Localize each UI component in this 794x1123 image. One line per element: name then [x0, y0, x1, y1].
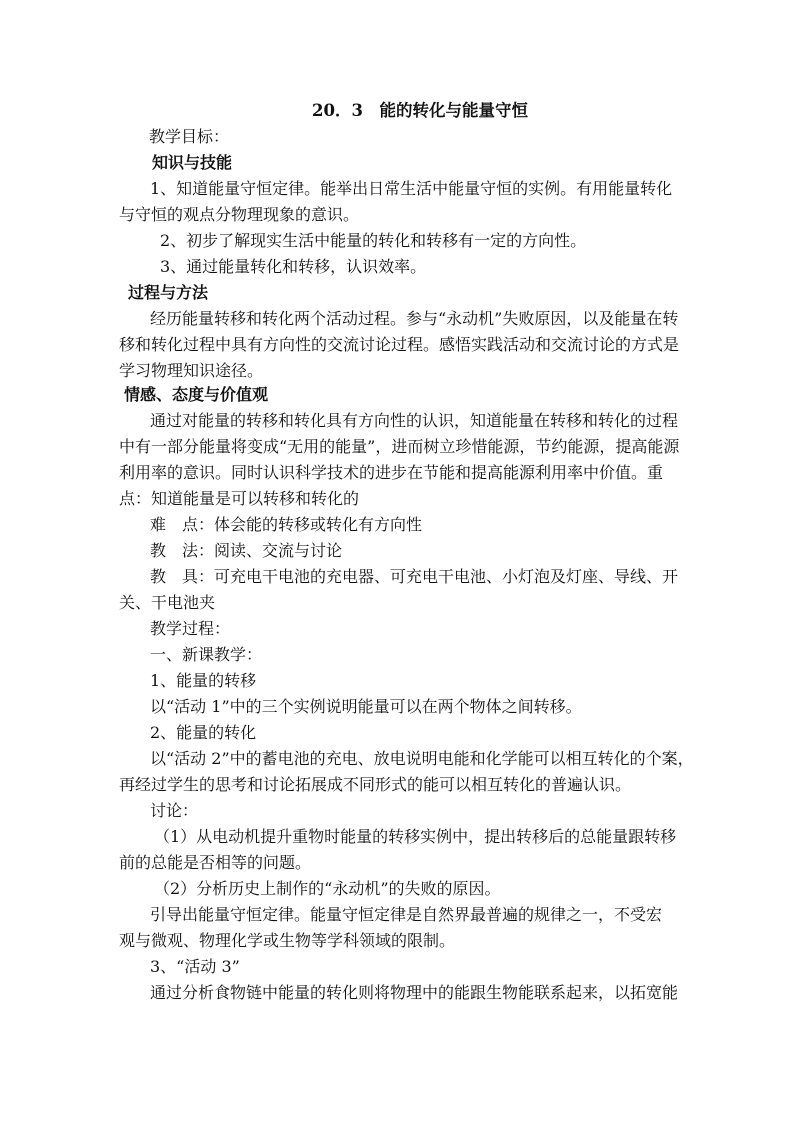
tools-line-cont: 关、干电池夹 [119, 593, 216, 612]
discussion-item-1-cont: 前的总能是否相等的问题。 [119, 853, 312, 872]
conversion-heading: 2、能量的转化 [150, 723, 257, 742]
emotion-line: 利用率的意识。同时认识科学技术的进步在节能和提高能源利用率中价值。重 [119, 463, 664, 482]
conversion-line: 再经过学生的思考和讨论拓展成不同形式的能可以相互转化的普遍认识。 [119, 775, 632, 794]
process-heading: 过程与方法 [128, 283, 209, 302]
emotion-line: 中有一部分能量将变成“无用的能量”，进而树立珍惜能源，节约能源，提高能源 [119, 437, 680, 456]
conservation-line: 引导出能量守恒定律。能量守恒定律是自然界最普遍的规律之一，不受宏 [150, 905, 663, 924]
knowledge-heading: 知识与技能 [152, 153, 233, 172]
knowledge-item-3: 3、通过能量转化和转移，认识效率。 [160, 257, 427, 276]
page-title: 20．3 能的转化与能量守恒 [312, 101, 528, 120]
process-line: 经历能量转移和转化两个活动过程。参与“永动机”失败原因，以及能量在转 [150, 309, 679, 328]
emotion-line: 通过对能量的转移和转化具有方向性的认识，知道能量在转移和转化的过程 [150, 411, 679, 430]
transfer-line: 以“活动 1”中的三个实例说明能量可以在两个物体之间转移。 [150, 697, 582, 716]
process-label: 教学过程： [150, 619, 231, 638]
activity3-line: 通过分析食物链中能量的转化则将物理中的能跟生物能联系起来，以拓宽能 [150, 983, 679, 1002]
emotion-line: 点：知道能量是可以转移和转化的 [119, 489, 360, 508]
emotion-heading: 情感、态度与价值观 [124, 385, 269, 404]
discussion-item-2: （2）分析历史上制作的“永动机”的失败的原因。 [154, 879, 501, 898]
method-line: 教 法：阅读、交流与讨论 [150, 541, 343, 560]
tools-line: 教 具：可充电干电池的充电器、可充电干电池、小灯泡及灯座、导线、开 [150, 567, 679, 586]
process-line: 移和转化过程中具有方向性的交流讨论过程。感悟实践活动和交流讨论的方式是 [119, 335, 680, 354]
new-lesson-heading: 一、新课教学： [150, 645, 263, 664]
knowledge-item-1: 1、知道能量守恒定律。能举出日常生活中能量守恒的实例。有用能量转化 [150, 179, 673, 198]
knowledge-item-1-cont: 与守恒的观点分物理现象的意识。 [119, 205, 360, 224]
difficulty-line: 难 点：体会能的转移或转化有方向性 [150, 515, 423, 534]
transfer-heading: 1、能量的转移 [150, 671, 257, 690]
conversion-line: 以“活动 2”中的蓄电池的充电、放电说明电能和化学能可以相互转化的个案， [150, 749, 694, 768]
conservation-line: 观与微观、物理化学或生物等学科领域的限制。 [119, 931, 456, 950]
activity3-heading: 3、“活动 3” [150, 957, 240, 976]
objectives-label: 教学目标： [149, 127, 230, 146]
knowledge-item-2: 2、初步了解现实生活中能量的转化和转移有一定的方向性。 [160, 231, 587, 250]
discussion-item-1: （1）从电动机提升重物时能量的转移实例中，提出转移后的总能量跟转移 [154, 827, 677, 846]
discussion-label: 讨论： [150, 801, 199, 820]
process-line: 学习物理知识途径。 [119, 361, 264, 380]
